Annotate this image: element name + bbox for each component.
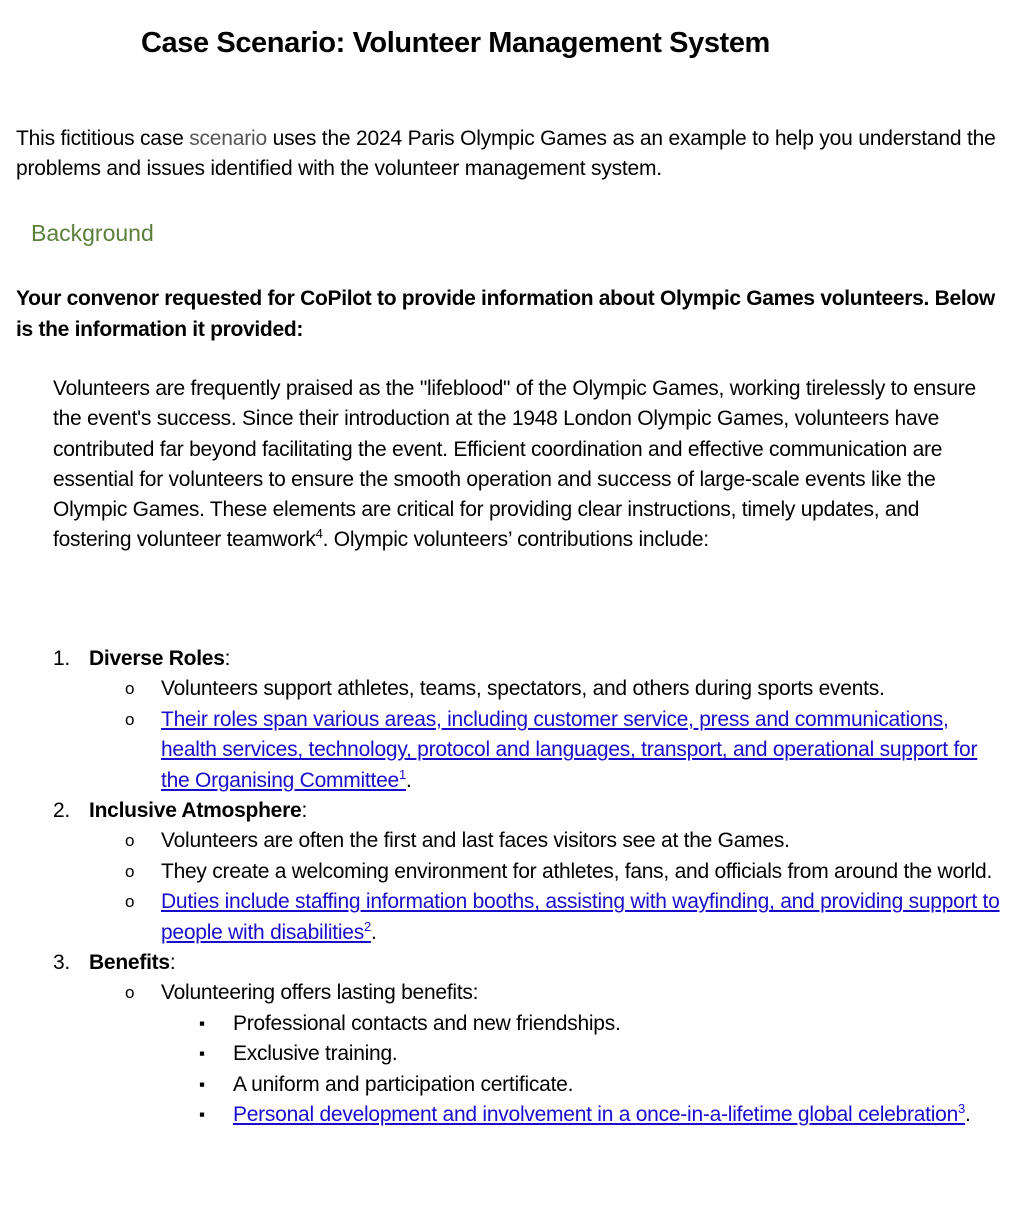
square-bullet-icon: ▪	[199, 1013, 205, 1033]
section-heading-background: Background	[31, 220, 154, 246]
contributions-list	[53, 644, 1003, 1131]
body-paragraph	[53, 374, 998, 556]
link-text: Their roles span various areas, including customer service, press and communications, health services, technology, protocol and languages, transport, and operational support for the Organising Committee	[161, 707, 978, 792]
list-number: 1.	[53, 647, 71, 670]
footnote-ref-1: 1	[398, 766, 406, 782]
sub-list-item	[53, 826, 1003, 856]
benefit-item	[53, 1039, 1003, 1069]
benefit-text: Professional contacts and new friendships.	[233, 1011, 621, 1035]
list-number: 2.	[53, 799, 71, 823]
body-text-tail: . Olympic volunteers’ contributions include:	[322, 528, 709, 552]
page-title: Case Scenario: Volunteer Management System	[141, 27, 770, 59]
footnote-ref-4[interactable]: 4	[315, 526, 323, 542]
convenor-request: Your convenor requested for CoPilot to provide information about Olympic Games volunteers. Below is the information it provided:	[16, 287, 995, 341]
hollow-bullet-icon: o	[125, 679, 135, 699]
benefit-item	[53, 1070, 1003, 1100]
benefits-reference-link[interactable]	[233, 1103, 965, 1126]
list-item-benefits	[53, 948, 1003, 978]
sub-item-end: .	[370, 920, 377, 944]
body-text: Volunteers are frequently praised as the "lifeblood" of the Olympic Games, working tirelessly to ensure the event's success. Since their introduction at the 1948 London Olympic Games, volunteers have contributed far beyond facilitating the event. Efficient coordination and effective communication are essential for volunteers to ensure the smooth operation and success of large-scale events like the Olympic Games. These elements are critical for providing clear instructions, timely updates, and fostering volunteer teamwork	[53, 377, 976, 552]
link-text: Personal development and involvement in a once-in-a-lifetime global celebration	[233, 1103, 959, 1127]
hollow-bullet-icon: o	[125, 892, 135, 912]
list-item-title: Diverse Roles	[89, 647, 225, 670]
list-item-title: Inclusive Atmosphere	[89, 799, 302, 823]
list-item-title: Benefits	[89, 951, 170, 975]
sub-item-text: They create a welcoming environment for athletes, fans, and officials from around the world.	[161, 859, 993, 883]
intro-soft-word: scenario	[189, 127, 267, 150]
hollow-bullet-icon: o	[125, 709, 135, 729]
sub-item-text: Volunteers support athletes, teams, spectators, and others during sports events.	[161, 677, 885, 701]
sub-list-item	[53, 887, 1003, 948]
sub-item-text: Volunteering offers lasting benefits:	[161, 981, 479, 1005]
intro-text-start: This fictitious case	[16, 127, 190, 150]
footnote-ref-3: 3	[958, 1101, 965, 1117]
sub-list-item	[53, 674, 1003, 704]
hollow-bullet-icon: o	[125, 831, 135, 851]
sub-list-item	[53, 705, 1003, 796]
footnote-ref-2: 2	[363, 918, 371, 934]
list-number: 3.	[53, 951, 71, 975]
benefit-text: Exclusive training.	[233, 1042, 398, 1066]
duties-reference-link[interactable]	[161, 890, 1000, 943]
list-item-colon: :	[301, 799, 308, 823]
hollow-bullet-icon: o	[125, 861, 135, 881]
intro-text-end: uses the 2024 Paris Olympic Games as an example to help you understand the problems and issues identified with the volunteer management system.	[16, 127, 996, 180]
link-text: Duties include staffing information booths, assisting with wayfinding, and providing support to people with disabilities	[161, 890, 1000, 944]
intro-paragraph	[16, 124, 1006, 184]
roles-reference-link[interactable]	[161, 708, 977, 792]
sub-item-text: Volunteers are often the first and last faces visitors see at the Games.	[161, 829, 790, 853]
benefit-end: .	[965, 1103, 971, 1127]
list-item-colon: :	[224, 647, 231, 670]
sub-list-item	[53, 978, 1003, 1008]
square-bullet-icon: ▪	[199, 1105, 205, 1125]
benefit-text: A uniform and participation certificate.	[233, 1072, 574, 1096]
benefit-item	[53, 1100, 1003, 1130]
sub-list-item	[53, 857, 1003, 887]
square-bullet-icon: ▪	[199, 1044, 205, 1064]
hollow-bullet-icon: o	[125, 983, 135, 1003]
square-bullet-icon: ▪	[199, 1074, 205, 1094]
benefit-item	[53, 1009, 1003, 1039]
list-item-diverse-roles	[53, 644, 1003, 674]
list-item-colon: :	[169, 951, 176, 975]
sub-item-end: .	[405, 768, 412, 792]
list-item-inclusive-atmosphere	[53, 796, 1003, 826]
